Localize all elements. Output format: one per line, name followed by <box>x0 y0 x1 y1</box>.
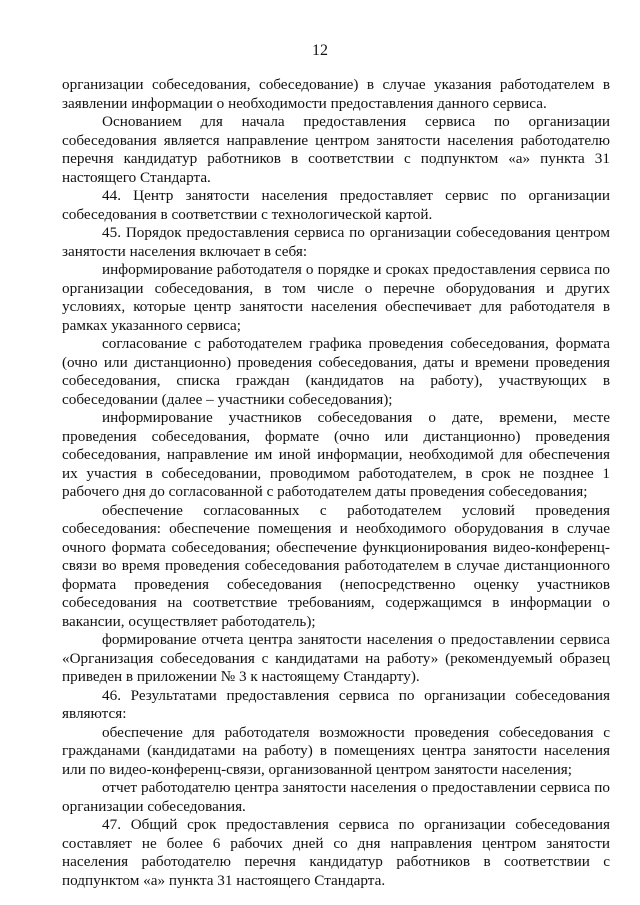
paragraph-45-item-report: формирование отчета центра занятости населения о предоставлении сервиса «Организация собеседования с кандидатами на работу» (рекомендуемый образец приведен в приложении № 3 к настоящему Стандарту). <box>62 631 610 685</box>
paragraph-47: 47. Общий срок предоставления сервиса по организации собеседования составляет не более 6 рабочих дней со дня направления центром занятости населения работодателю перечня кандидатур работников в соответствии с подпунктом «а» пункта 31 настоящего Стандарта. <box>62 816 610 889</box>
paragraph-45: 45. Порядок предоставления сервиса по организации собеседования центром занятости населения включает в себя: <box>62 224 610 260</box>
paragraph-46-item-report: отчет работодателю центра занятости населения о предоставлении сервиса по организации собеседования. <box>62 779 610 815</box>
paragraph-continuation: организации собеседования, собеседование) в случае указания работодателем в заявлении информации о необходимости предоставления данного сервиса. <box>62 76 610 112</box>
paragraph-basis: Основанием для начала предоставления сервиса по организации собеседования является направление центром занятости населения работодателю перечня кандидатур работников в соответствии с подпунктом «а» пункта 31 настоящего Стандарта. <box>62 113 610 186</box>
paragraph-45-item-schedule-agreement: согласование с работодателем графика проведения собеседования, формата (очно или дистанционно) проведения собеседования, даты и времени проведения собеседования, списка граждан (кандидатов на работу), участвующих в собеседовании (далее – участники собеседования); <box>62 335 610 408</box>
paragraph-46-item-opportunity: обеспечение для работодателя возможности проведения собеседования с гражданами (кандидатами на работу) в помещениях центра занятости населения или по видео-конференц-связи, организованной центром занятости населения; <box>62 723 610 778</box>
page-number: 12 <box>312 42 328 59</box>
paragraph-45-item-informing-employer: информирование работодателя о порядке и сроках предоставления сервиса по организации собеседования, в том числе о перечне оборудования и других условиях, которые центр занятости населения обеспечивает для работодателя в рамках указанного сервиса; <box>62 261 610 334</box>
paragraph-46: 46. Результатами предоставления сервиса по организации собеседования являются: <box>62 686 610 722</box>
document-body <box>62 76 610 890</box>
paragraph-45-item-informing-participants: информирование участников собеседования о дате, времени, месте проведения собеседования, формате (очно или дистанционно) проведения собеседования, направление им иной информации, необходимой для обеспечения их участия в собеседовании, проводимом работодателем, в срок не позднее 1 рабочего дня до согласованной с работодателем даты проведения собеседования; <box>62 409 610 500</box>
paragraph-44: 44. Центр занятости населения предоставляет сервис по организации собеседования в соответствии с технологической картой. <box>62 187 610 223</box>
paragraph-45-item-conditions: обеспечение согласованных с работодателем условий проведения собеседования: обеспечение помещения и необходимого оборудования в случае очного формата собеседования; обеспечение функционирования видео-конференц-связи во время проведения собеседования работодателем в случае дистанционного формата проведения собеседования (непосредственно оценку участников собеседования на соответствие требованиям, содержащимся в информации о вакансии, осуществляет работодатель); <box>62 501 610 630</box>
